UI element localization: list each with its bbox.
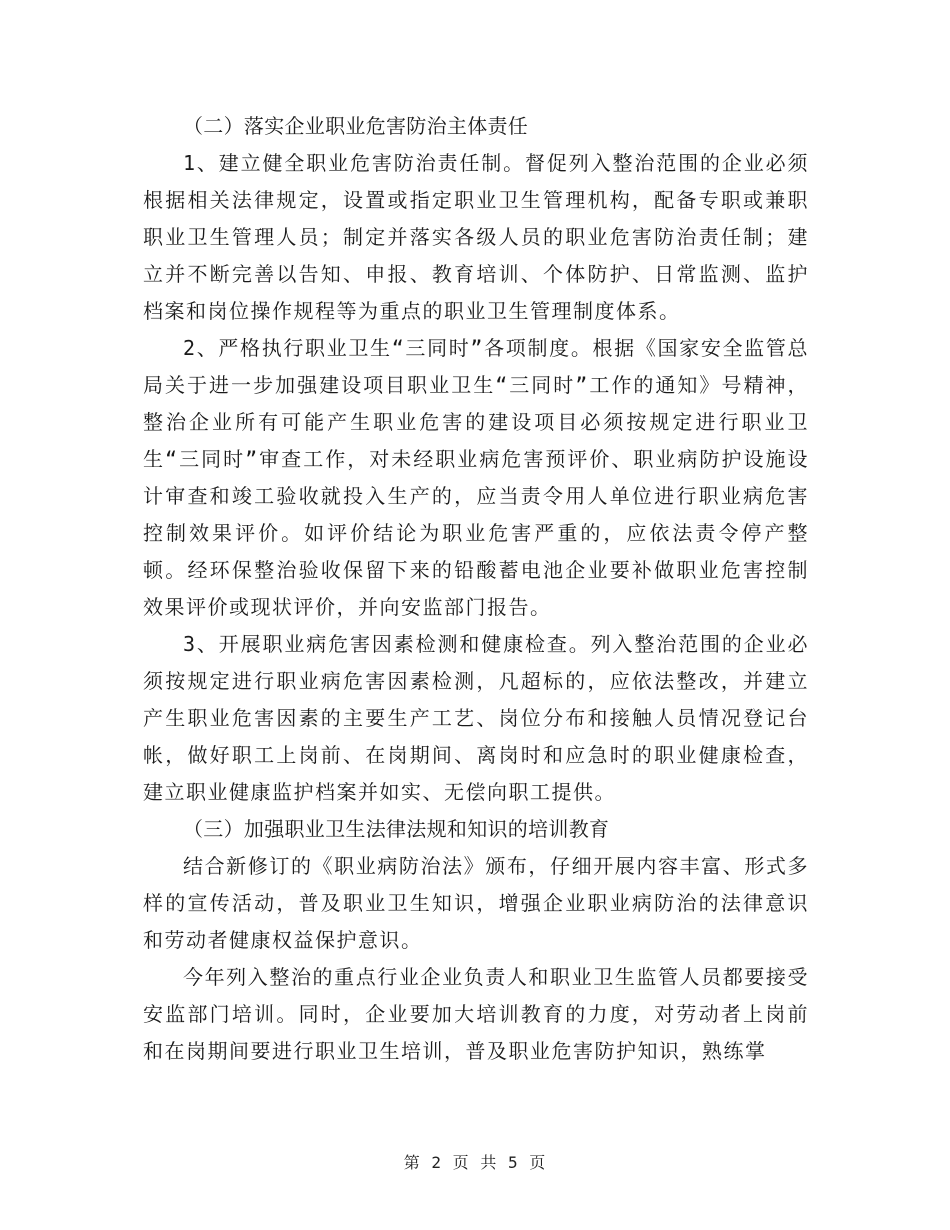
paragraph-4: 结合新修订的《职业病防治法》颁布，仔细开展内容丰富、形式多样的宣传活动，普及职业卫生知识，增强企业职业病防治的法律意识和劳动者健康权益保护意识。 <box>143 854 809 952</box>
section-heading-2: （二）落实企业职业危害防治主体责任 <box>183 114 529 138</box>
paragraph-1: 1、建立健全职业危害防治责任制。督促列入整治范围的企业必须根据相关法律规定，设置或指定职业卫生管理机构，配备专职或兼职职业卫生管理人员；制定并落实各级人员的职业危害防治责任制；建立并不断完善以告知、申报、教育培训、个体防护、日常监测、监护档案和岗位操作规程等为重点的职业卫生管理制度体系。 <box>143 151 809 323</box>
section-heading-3: （三）加强职业卫生法律法规和知识的培训教育 <box>183 817 610 841</box>
document-body <box>143 108 809 1070</box>
page-number-footer: 第 2 页 共 5 页 <box>403 1153 547 1172</box>
paragraph-2: 2、严格执行职业卫生“三同时”各项制度。根据《国家安全监管总局关于进一步加强建设项目职业卫生“三同时”工作的通知》号精神，整治企业所有可能产生职业危害的建设项目必须按规定进行职业卫生“三同时”审查工作，对未经职业病危害预评价、职业病防护设施设计审查和竣工验收就投入生产的，应当责令用人单位进行职业病危害控制效果评价。如评价结论为职业危害严重的，应依法责令停产整顿。经环保整治验收保留下来的铅酸蓄电池企业要补做职业危害控制效果评价或现状评价，并向安监部门报告。 <box>143 336 809 619</box>
paragraph-3: 3、开展职业病危害因素检测和健康检查。列入整治范围的企业必须按规定进行职业病危害因素检测，凡超标的，应依法整改，并建立产生职业危害因素的主要生产工艺、岗位分布和接触人员情况登记台帐，做好职工上岗前、在岗期间、离岗时和应急时的职业健康检查，建立职业健康监护档案并如实、无偿向职工提供。 <box>143 632 809 804</box>
paragraph-5: 今年列入整治的重点行业企业负责人和职业卫生监管人员都要接受安监部门培训。同时，企业要加大培训教育的力度，对劳动者上岗前和在岗期间要进行职业卫生培训，普及职业危害防护知识，熟练掌 <box>143 965 809 1063</box>
